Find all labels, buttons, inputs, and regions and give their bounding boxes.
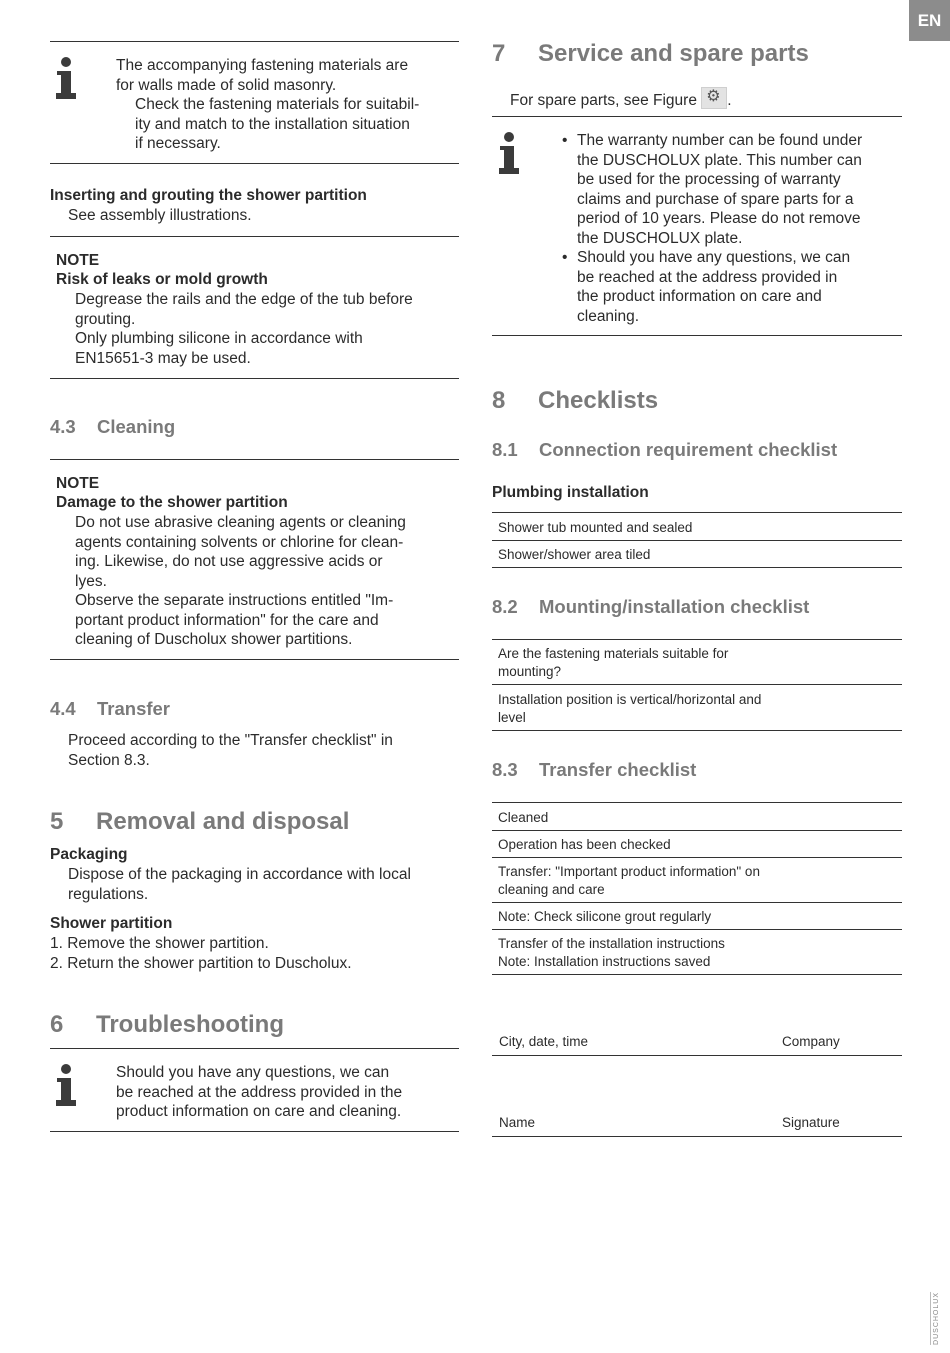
info-text: The accompanying fastening materials are for walls made of solid masonry. Check the fastening materials for suitabil- ity and match to the installation situation if necessary. xyxy=(116,57,420,152)
list-item: 1. Remove the shower partition. xyxy=(50,935,269,952)
info-icon xyxy=(55,1064,77,1108)
note-text: Degrease the rails and the edge of the tub before grouting. Only plumbing silicone in accordance with EN15651-3 may be used. xyxy=(75,291,413,367)
language-tab: EN xyxy=(909,0,950,41)
table-row: Shower/shower area tiled xyxy=(492,541,902,568)
section-8-heading: 8 Checklists xyxy=(492,387,659,414)
signature-label: Signature xyxy=(782,1115,840,1130)
list-item: • Should you have any questions, we can be reached at the address provided in the product information on care and cleaning. xyxy=(577,248,862,326)
table-row: Shower tub mounted and sealed xyxy=(492,513,902,541)
section-6-heading: 6 Troubleshooting xyxy=(50,1011,284,1038)
packaging-text: Dispose of the packaging in accordance with local regulations. xyxy=(68,866,411,903)
transfer-checklist-table xyxy=(492,802,902,975)
section-8-2-heading: 8.2 Mounting/installation checklist xyxy=(492,596,810,617)
info-text xyxy=(557,131,862,326)
plumbing-heading: Plumbing installation xyxy=(492,484,649,501)
packaging-heading: Packaging xyxy=(50,846,128,863)
shower-partition-heading: Shower partition xyxy=(50,915,173,932)
section-5-heading: 5 Removal and disposal xyxy=(50,808,350,835)
partition-steps xyxy=(50,934,352,973)
section-7-heading: 7 Service and spare parts xyxy=(492,40,809,67)
table-row: Cleaned xyxy=(492,803,902,831)
info-box-warranty xyxy=(492,116,902,336)
list-item: • The warranty number can be found under the DUSCHOLUX plate. This number can be used for the processing of warranty claims and purchase of spare parts for a period of 10 years. Please do not remove the DUSCHOLUX plate. xyxy=(577,131,862,248)
note-box-damage xyxy=(50,459,459,660)
connection-checklist-table xyxy=(492,512,902,568)
note-box-leaks xyxy=(50,236,459,379)
info-icon xyxy=(55,57,77,101)
gear-figure-icon xyxy=(701,87,727,109)
table-row: Operation has been checked xyxy=(492,831,902,858)
grout-heading: Inserting and grouting the shower partition xyxy=(50,187,367,204)
note-text: Do not use abrasive cleaning agents or cleaning agents containing solvents or chlorine for clean- ing. Likewise, do not use aggressive acids or lyes. Observe the separate instructions entitled "Im- portant product information" for the care and cleaning of Duscholux shower partitions. xyxy=(75,514,406,648)
grout-text: See assembly illustrations. xyxy=(68,207,252,224)
section-8-3-heading: 8.3 Transfer checklist xyxy=(492,759,697,780)
list-item: 2. Return the shower partition to Duscholux. xyxy=(50,954,352,972)
note-label: NOTE xyxy=(56,252,100,269)
table-row: Note: Check silicone grout regularly xyxy=(492,903,902,930)
signature-line xyxy=(492,1055,902,1056)
table-row: Installation position is vertical/horizontal and level xyxy=(492,685,902,731)
info-box-troubleshooting xyxy=(50,1048,459,1132)
section-8-1-heading: 8.1 Connection requirement checklist xyxy=(492,439,838,460)
name-label: Name xyxy=(499,1115,536,1130)
info-text: Should you have any questions, we can be reached at the address provided in the product information on care and cleaning. xyxy=(116,1064,403,1120)
brand-logo: DUSCHOLUX xyxy=(930,1292,940,1345)
note-label: NOTE xyxy=(56,475,100,492)
info-icon xyxy=(498,132,520,176)
table-row: Transfer of the installation instructions Note: Installation instructions saved xyxy=(492,930,902,975)
info-box-fastening xyxy=(50,41,459,164)
table-row: Transfer: "Important product information" on cleaning and care xyxy=(492,858,902,903)
section-4-4-heading: 4.4 Transfer xyxy=(50,698,171,719)
signature-line xyxy=(492,1136,902,1137)
table-row: Are the fastening materials suitable for mounting? xyxy=(492,640,902,685)
transfer-text: Proceed according to the "Transfer checklist" in Section 8.3. xyxy=(68,732,393,769)
note-title: Risk of leaks or mold growth xyxy=(56,271,268,288)
mounting-checklist-table xyxy=(492,639,902,731)
spare-parts-text: For spare parts, see Figure ⚙ . xyxy=(510,87,732,111)
note-title: Damage to the shower partition xyxy=(56,494,288,511)
company-label: Company xyxy=(782,1034,840,1049)
section-4-3-heading: 4.3 Cleaning xyxy=(50,416,176,437)
city-date-time-label: City, date, time xyxy=(499,1034,589,1049)
